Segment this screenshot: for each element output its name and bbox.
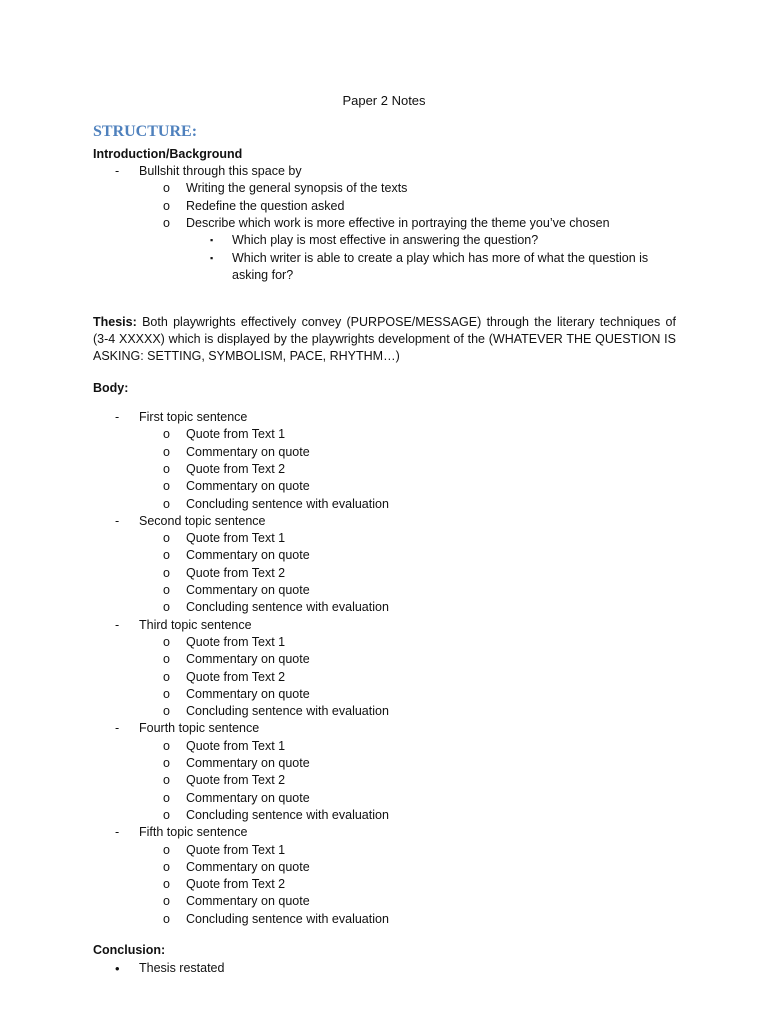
topic-sentence: First topic sentence xyxy=(139,410,248,424)
body-item: Commentary on quote xyxy=(186,479,310,494)
intro-question: Which play is most effective in answering the question? xyxy=(232,233,539,247)
dash-marker: - xyxy=(115,410,120,424)
page-title: Paper 2 Notes xyxy=(342,93,426,108)
bullet-marker: • xyxy=(115,961,120,976)
dash-marker: - xyxy=(115,513,120,528)
dash-marker: - xyxy=(115,164,120,178)
body-item: Quote from Text 2 xyxy=(186,773,286,788)
body-item: Commentary on quote xyxy=(186,894,310,909)
body-item: Concluding sentence with evaluation xyxy=(186,911,389,926)
circle-marker: o xyxy=(163,634,170,649)
circle-marker: o xyxy=(163,790,170,805)
circle-marker: o xyxy=(163,479,170,494)
body-item: Concluding sentence with evaluation xyxy=(186,496,389,511)
intro-subpoint: Redefine the question asked xyxy=(186,199,345,213)
circle-marker: o xyxy=(163,583,170,597)
body-item: Concluding sentence with evaluation xyxy=(186,600,389,615)
body-item: Commentary on quote xyxy=(186,686,310,701)
structure-heading: STRUCTURE: xyxy=(93,123,198,140)
body-item: Quote from Text 2 xyxy=(186,877,286,892)
body-item: Commentary on quote xyxy=(186,790,310,805)
circle-marker: o xyxy=(163,548,170,563)
intro-point: Bullshit through this space by xyxy=(139,164,302,178)
circle-marker: o xyxy=(163,704,170,719)
square-marker: ▪ xyxy=(210,235,214,245)
topic-sentence: Fifth topic sentence xyxy=(139,825,248,840)
body-item: Commentary on quote xyxy=(186,652,310,667)
body-item: Quote from Text 2 xyxy=(186,461,286,476)
conclusion-label: Conclusion: xyxy=(93,943,166,957)
topic-sentence: Second topic sentence xyxy=(139,513,266,528)
circle-marker: o xyxy=(163,427,170,442)
intro-subpoint: Writing the general synopsis of the texts xyxy=(186,181,408,195)
body-item: Quote from Text 1 xyxy=(186,427,286,442)
body-item: Commentary on quote xyxy=(186,548,310,563)
circle-marker: o xyxy=(163,773,170,788)
circle-marker: o xyxy=(163,756,170,770)
circle-marker: o xyxy=(163,894,170,909)
circle-marker: o xyxy=(163,496,170,511)
circle-marker: o xyxy=(163,652,170,667)
circle-marker: o xyxy=(163,600,170,615)
circle-marker: o xyxy=(163,911,170,926)
body-item: Quote from Text 1 xyxy=(186,842,286,857)
body-item: Quote from Text 1 xyxy=(186,531,286,546)
body-item: Commentary on quote xyxy=(186,756,310,770)
conclusion-item: Thesis restated xyxy=(139,961,225,975)
topic-sentence: Fourth topic sentence xyxy=(139,721,260,736)
square-marker: ▪ xyxy=(210,253,214,263)
circle-marker: o xyxy=(163,199,170,213)
body-item: Quote from Text 1 xyxy=(186,738,286,753)
circle-marker: o xyxy=(163,216,170,230)
body-item: Concluding sentence with evaluation xyxy=(186,807,389,822)
thesis-text: Both playwrights effectively convey (PURPOSE/MESSAGE) through the literary techniques of (3-4 XXXXX) which is displayed by the playwrights development of the (WHATEVER THE QUESTION IS ASKING: SETTING, SYMBOLISM, PACE, RHYTHM…) xyxy=(93,315,676,364)
topic-sentence: Third topic sentence xyxy=(139,617,252,632)
circle-marker: o xyxy=(163,669,170,684)
dash-marker: - xyxy=(115,825,120,840)
intro-subpoint: Describe which work is more effective in portraying the theme you’ve chosen xyxy=(186,216,610,230)
circle-marker: o xyxy=(163,807,170,822)
body-item: Commentary on quote xyxy=(186,444,310,459)
body-label: Body: xyxy=(93,381,129,395)
body-item: Commentary on quote xyxy=(186,583,310,597)
circle-marker: o xyxy=(163,461,170,476)
circle-marker: o xyxy=(163,877,170,892)
intro-question: Which writer is able to create a play which has more of what the question is xyxy=(232,251,649,265)
thesis-paragraph xyxy=(93,314,676,366)
circle-marker: o xyxy=(163,531,170,546)
body-item: Quote from Text 1 xyxy=(186,634,286,649)
body-item: Quote from Text 2 xyxy=(186,669,286,684)
body-item: Concluding sentence with evaluation xyxy=(186,704,389,719)
dash-marker: - xyxy=(115,617,120,632)
circle-marker: o xyxy=(163,738,170,753)
circle-marker: o xyxy=(163,565,170,580)
circle-marker: o xyxy=(163,181,170,195)
intro-label: Introduction/Background xyxy=(93,147,243,161)
body-item: Quote from Text 2 xyxy=(186,565,286,580)
circle-marker: o xyxy=(163,859,170,874)
thesis-label: Thesis: xyxy=(93,315,137,329)
circle-marker: o xyxy=(163,686,170,701)
body-item: Commentary on quote xyxy=(186,859,310,874)
circle-marker: o xyxy=(163,444,170,459)
dash-marker: - xyxy=(115,721,120,736)
circle-marker: o xyxy=(163,842,170,857)
intro-question-continued: asking for? xyxy=(232,268,294,282)
